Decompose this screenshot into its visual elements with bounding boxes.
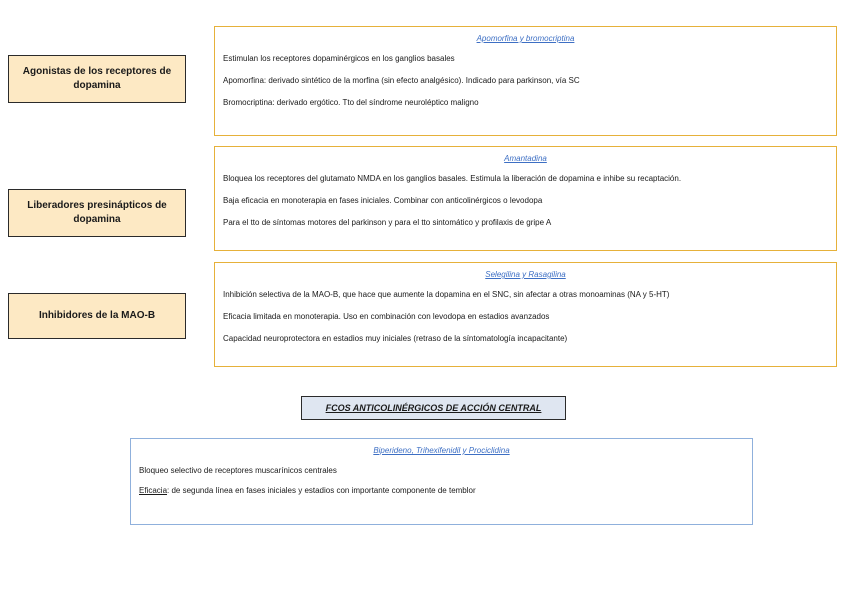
detail-line: Bromocriptina: derivado ergótico. Tto del síndrome neuroléptico maligno <box>223 98 479 107</box>
detail-title-selegilina: Selegilina y Rasagilina <box>485 270 566 279</box>
detail-line-eficacia <box>139 486 752 495</box>
detail-line: Bloqueo selectivo de receptores muscarínicos centrales <box>139 466 337 475</box>
detail-line: Baja eficacia en monoterapia en fases iniciales. Combinar con anticolinérgicos o levodopa <box>223 196 543 205</box>
section-title-text: FCOS ANTICOLINÉRGICOS DE ACCIÓN CENTRAL <box>325 403 542 413</box>
detail-line: Capacidad neuroprotectora en estadios muy iniciales (retraso de la síntomatología incapacitante) <box>223 334 568 343</box>
label-agonistas <box>8 55 186 103</box>
detail-title-amantadina: Amantadina <box>504 154 547 163</box>
detail-line: Eficacia limitada en monoterapia. Uso en combinación con levodopa en estadios avanzados <box>223 312 550 321</box>
detail-title-biperideno: Biperideno, Trihexifenidil y Prociclidina <box>373 446 510 455</box>
eficacia-text: : de segunda línea en fases iniciales y estadios con importante componente de temblor <box>167 486 476 495</box>
detail-line: Apomorfina: derivado sintético de la morfina (sin efecto analgésico). Indicado para parkinson, vía SC <box>223 76 580 85</box>
label-agonistas-text: Agonistas de los receptores de dopamina <box>22 66 172 91</box>
detail-box-amantadina <box>214 146 837 251</box>
detail-line: Inhibición selectiva de la MAO-B, que hace que aumente la dopamina en el SNC, sin afectar a otras monoaminas (NA y 5-HT) <box>223 290 670 299</box>
label-inhibidores-maob-text: Inhibidores de la MAO-B <box>38 310 156 321</box>
eficacia-label: Eficacia <box>139 486 168 495</box>
label-liberadores <box>8 189 186 237</box>
detail-line: Bloquea los receptores del glutamato NMDA en los ganglios basales. Estimula la liberación de dopamina e inhibe su recaptación. <box>223 174 682 183</box>
label-liberadores-text: Liberadores presinápticos de dopamina <box>27 200 167 225</box>
detail-box-apomorfina <box>214 26 837 136</box>
detail-title-apomorfina: Apomorfina y bromocriptina <box>476 34 575 43</box>
detail-line: Para el tto de síntomas motores del parkinson y para el tto sintomático y profilaxis de gripe A <box>223 218 552 227</box>
detail-box-biperideno <box>130 438 753 525</box>
detail-line: Estimulan los receptores dopaminérgicos en los ganglios basales <box>223 54 455 63</box>
detail-box-selegilina <box>214 262 837 367</box>
section-title-anticolinergicos <box>301 396 566 420</box>
label-inhibidores-maob <box>8 293 186 339</box>
